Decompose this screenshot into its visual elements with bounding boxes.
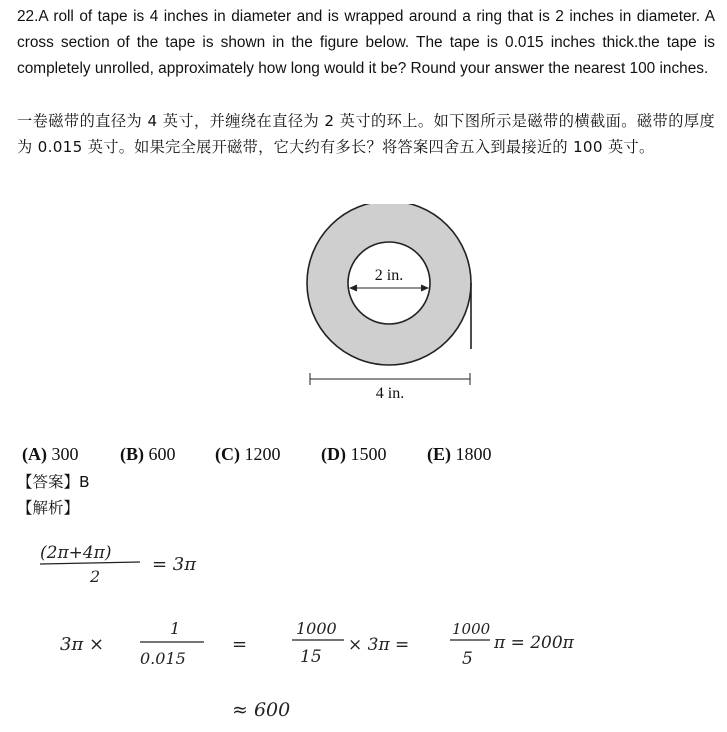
problem-english-text: A roll of tape is 4 inches in diameter and is wrapped around a ring that is 2 inches in diameter. A cross section of the tape is shown in the figure below. The tape is 0.015 inches thick.the tape is completely unrolled, approximately how long would it be? Round your answer the nearest 100 inches. [17,8,715,77]
handwritten-solution [0,530,727,730]
hw-line1-denominator: 2 [90,567,101,586]
hw-line2-eq: = [232,634,248,655]
hw-line2-frac3-num: 1000 [452,620,491,638]
problem-number: 22. [17,8,39,25]
tape-cross-section-figure [300,204,490,404]
analysis-heading: 【解析】 [17,499,80,517]
choice-e: (E) 1800 [427,444,492,464]
hw-line2-frac1-den: 0.015 [140,649,186,668]
hw-line1-numerator: (2π+4π) [40,543,112,563]
hw-line2-frac3-den: 5 [462,649,473,669]
choice-a: (A) 300 [22,444,79,464]
hw-line3: ≈ 600 [232,699,291,721]
outer-diameter-label: 4 in. [375,385,405,402]
hw-line2-tail: π = 200π [494,633,574,653]
choice-d: (D) 1500 [321,444,387,464]
hw-line2-frac2-den: 15 [300,647,322,667]
hw-line2-lhs: 3π × [60,634,105,655]
problem-chinese-text: 一卷磁带的直径为 4 英寸，并缠绕在直径为 2 英寸的环上。如下图所示是磁带的横截面。磁带的厚度为 0.015 英寸。如果完全展开磁带，它大约有多长？将答案四舍五入到最接近的 100 英寸。 [17,112,715,156]
choice-c: (C) 1200 [215,444,281,464]
hw-line1-result: = 3π [152,554,197,575]
answer-line: 【答案】B [17,473,90,491]
problem-chinese [17,108,715,160]
hw-line2-frac1-num: 1 [170,619,181,638]
answer-value: B [79,473,90,491]
hw-line2-frac2-num: 1000 [296,619,337,638]
choice-b: (B) 600 [120,444,176,464]
problem-english [17,4,715,82]
hw-line2-mid: × 3π = [348,635,410,655]
inner-diameter-label: 2 in. [374,267,404,284]
